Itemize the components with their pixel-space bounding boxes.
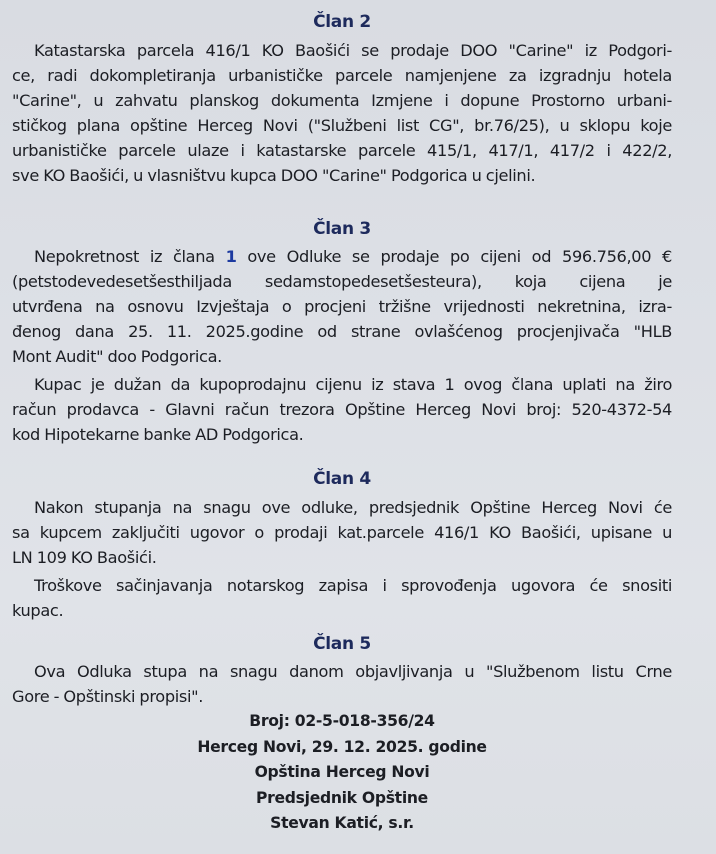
text-line: Kupac je dužan da kupoprodajnu cijenu iz stava 1 ovog člana uplati na žiro [34,375,672,394]
article-paragraph [12,244,672,369]
text-line: Gore - Opštinski propisi". [12,687,204,706]
text-line: račun prodavca - Glavni račun trezora Opštine Herceg Novi broj: 520-4372-54 [12,400,672,419]
article-paragraph [12,573,672,623]
place-and-date: Herceg Novi, 29. 12. 2025. godine [197,737,487,756]
text-line: "Carine", u zahvatu planskog dokumenta Izmjene i dopune Prostorno urbani- [12,91,672,110]
text-line: Troškove sačinjavanja notarskog zapisa i sprovođenja ugovora će snositi [34,576,672,595]
text-line: Ova Odluka stupa na snagu danom objavljivanja u "Službenom listu Crne [34,662,672,681]
municipality-name: Opština Herceg Novi [254,763,430,781]
signature-block [12,709,672,837]
text-line: Nakon stupanja na snagu ove odluke, predsjednik Opštine Herceg Novi će [34,498,672,517]
article-4 [12,466,672,623]
text-line: kod Hipotekarne banke AD Podgorica. [12,425,304,444]
text-line: Mont Audit" doo Podgorica. [12,347,222,366]
article-reference: 1 [225,247,237,266]
text-line: đenog dana 25. 11. 2025.godine od strane ovlašćenog procjenjivača "HLB [12,322,672,341]
article-heading: Član 5 [313,634,371,654]
article-2 [12,9,672,188]
text-line: sve KO Baošići, u vlasništvu kupca DOO "Carine" Podgorica u cjelini. [12,166,536,185]
article-5 [12,631,672,709]
article-3 [12,216,672,447]
text-line: stičkog plana opštine Herceg Novi ("Službeni list CG", br.76/25), u sklopu koje [12,116,672,135]
article-heading: Član 4 [313,469,371,489]
text-line: Katastarska parcela 416/1 KO Baošići se prodaje DOO "Carine" iz Podgori- [34,41,672,60]
text-line: urbanističke parcele ulaze i katastarske parcele 415/1, 417/1, 417/2 i 422/2, [12,141,672,160]
text-line: kupac. [12,601,64,620]
text-line: sa kupcem zaključiti ugovor o prodaji kat.parcele 416/1 KO Baošići, upisane u [12,523,672,542]
article-paragraph [12,38,672,188]
document-number: Broj: 02-5-018-356/24 [249,712,435,730]
text-line: utvrđena na osnovu Izvještaja o procjeni tržišne vrijednosti nekretnina, izra- [12,297,672,316]
signatory-title: Predsjednik Opštine [256,788,428,807]
article-paragraph [12,495,672,570]
text-line: ce, radi dokompletiranja urbanističke parcele namjenjene za izgradnju hotela [12,66,672,85]
text-fragment: ove Odluke se prodaje po cijeni od 596.756,00 € [247,247,673,266]
text-fragment: Nepokretnost iz člana [34,247,215,266]
article-paragraph [12,372,672,447]
text-line: (petstodevedesetšesthiljada sedamstopedesetšesteura), koja cijena je [12,272,672,291]
signatory-name: Stevan Katić, s.r. [270,814,414,832]
text-line [12,244,672,269]
article-paragraph [12,659,672,709]
article-heading: Član 3 [313,219,371,239]
text-line: LN 109 KO Baošići. [12,548,157,567]
article-heading: Član 2 [313,12,371,32]
